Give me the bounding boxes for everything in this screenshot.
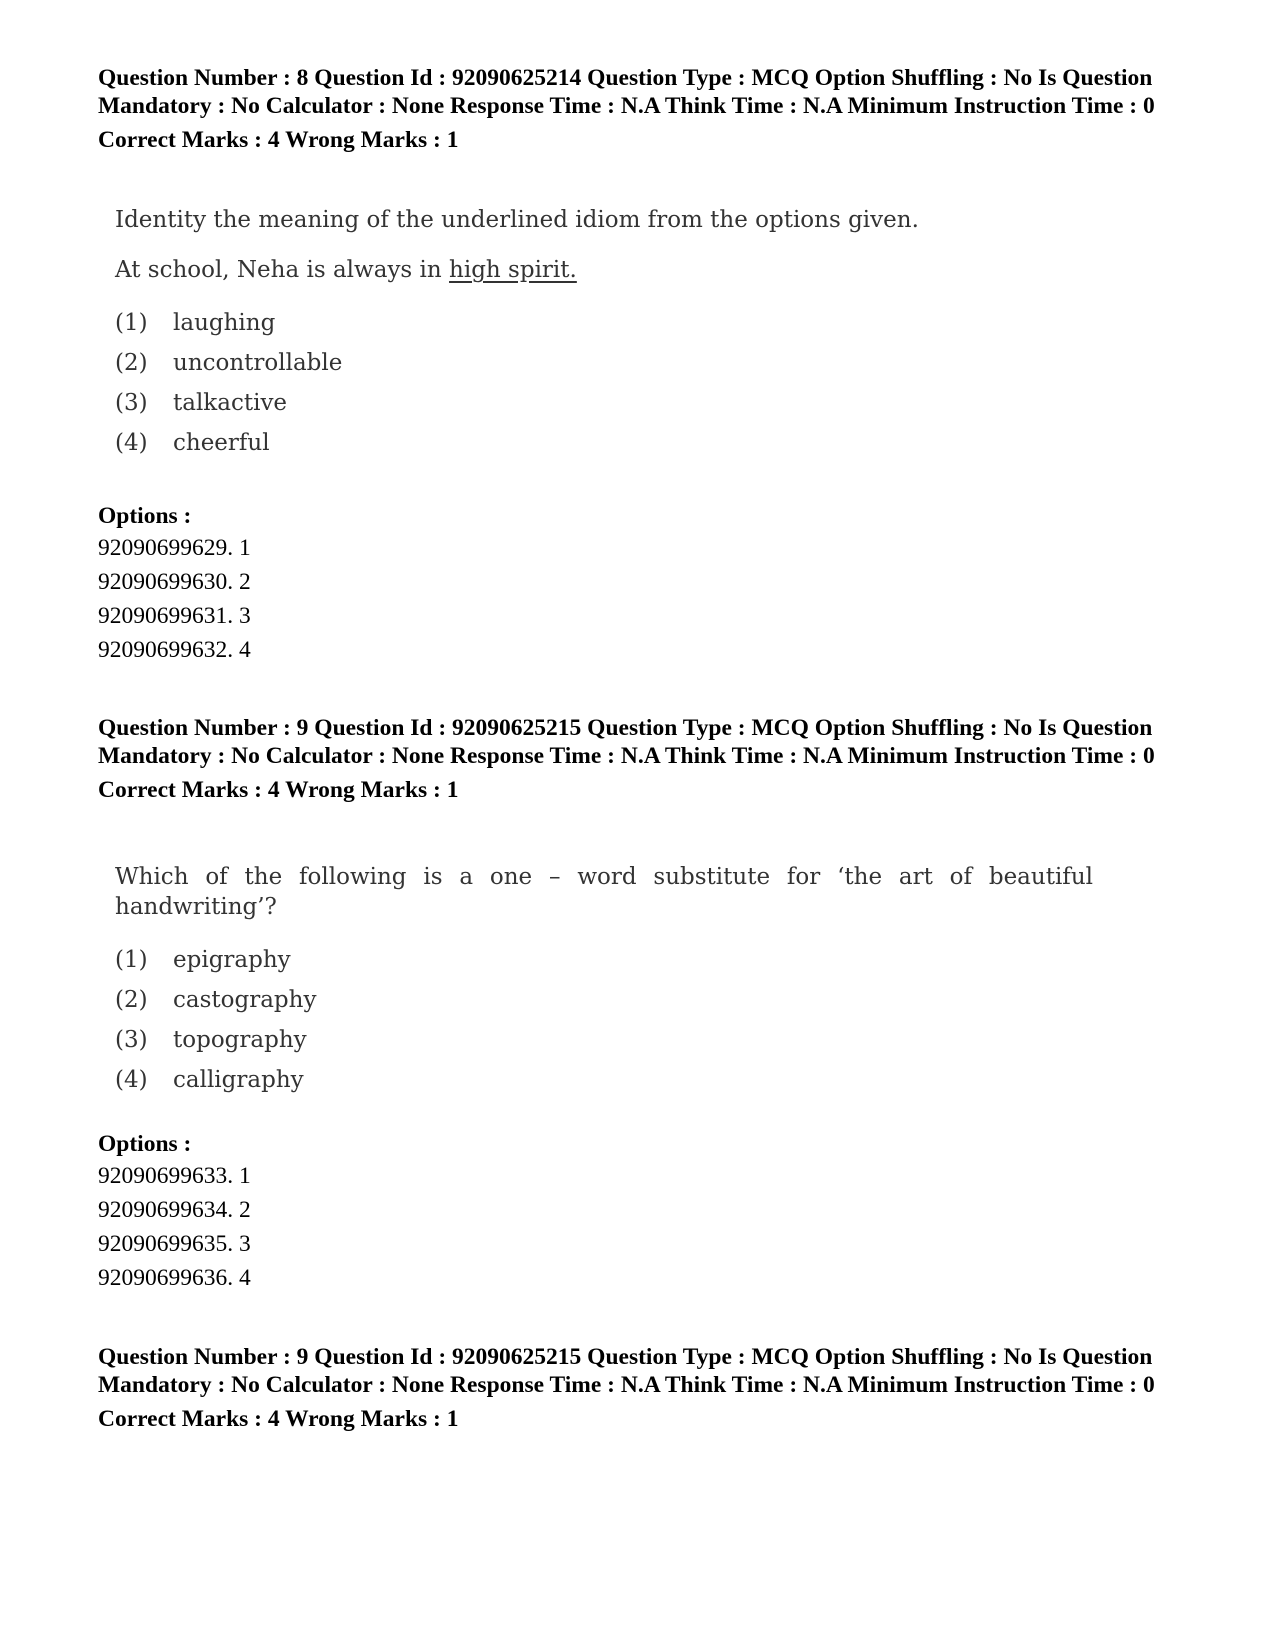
options-label: Options :: [98, 1131, 192, 1157]
option-item: 92090699631. 3: [98, 603, 251, 629]
choice-item: [115, 1020, 1093, 1060]
question-instruction: Identity the meaning of the underlined idiom from the options given.: [115, 207, 919, 233]
choice-list: [115, 940, 1093, 1100]
question-meta: Question Number : 9 Question Id : 92090625215 Question Type : MCQ Option Shuffling : No Is Question Mandatory : No Calculator : None Response Time : N.A Think Time : N.A Minimum Instruction Time : 0: [98, 1344, 1155, 1398]
options-list: [98, 1159, 251, 1295]
choice-number: (1): [115, 310, 148, 336]
choice-item: [115, 343, 1105, 383]
question-9-header: [98, 714, 1178, 804]
question-marks: Correct Marks : 4 Wrong Marks : 1: [98, 777, 459, 803]
choice-number: (3): [115, 390, 148, 416]
question-8-body: [115, 205, 1105, 463]
question-9-body: [115, 862, 1093, 1100]
options-list: [98, 531, 251, 667]
question-sentence: [115, 255, 1105, 285]
option-item: 92090699633. 1: [98, 1163, 251, 1189]
option-item: 92090699632. 4: [98, 637, 251, 663]
underlined-idiom: high spirit.: [449, 257, 577, 283]
choice-text: uncontrollable: [173, 350, 343, 376]
question-8-header: [98, 64, 1178, 154]
choice-number: (3): [115, 1027, 148, 1053]
choice-text: calligraphy: [173, 1067, 304, 1093]
question-text: Which of the following is a one – word substitute for ‘the art of beautiful handwriting’?: [115, 864, 1093, 920]
option-item: 92090699630. 2: [98, 569, 251, 595]
sentence-prefix: At school, Neha is always in: [115, 257, 450, 283]
question-9-header-repeat: [98, 1343, 1178, 1433]
option-item: 92090699634. 2: [98, 1197, 251, 1223]
option-item: 92090699635. 3: [98, 1231, 251, 1257]
choice-number: (4): [115, 430, 148, 456]
choice-text: laughing: [173, 310, 276, 336]
choice-text: epigraphy: [173, 947, 291, 973]
choice-list: [115, 303, 1105, 463]
choice-item: [115, 383, 1105, 423]
question-meta: Question Number : 9 Question Id : 92090625215 Question Type : MCQ Option Shuffling : No Is Question Mandatory : No Calculator : None Response Time : N.A Think Time : N.A Minimum Instruction Time : 0: [98, 715, 1155, 769]
choice-item: [115, 980, 1093, 1020]
options-label: Options :: [98, 503, 192, 529]
choice-item: [115, 423, 1105, 463]
choice-item: [115, 303, 1105, 343]
choice-number: (2): [115, 350, 148, 376]
question-marks: Correct Marks : 4 Wrong Marks : 1: [98, 1406, 459, 1432]
choice-text: topography: [173, 1027, 307, 1053]
option-item: 92090699636. 4: [98, 1265, 251, 1291]
choice-number: (1): [115, 947, 148, 973]
choice-item: [115, 1060, 1093, 1100]
choice-number: (2): [115, 987, 148, 1013]
option-item: 92090699629. 1: [98, 535, 251, 561]
choice-text: talkactive: [173, 390, 288, 416]
choice-item: [115, 940, 1093, 980]
question-meta: Question Number : 8 Question Id : 92090625214 Question Type : MCQ Option Shuffling : No Is Question Mandatory : No Calculator : None Response Time : N.A Think Time : N.A Minimum Instruction Time : 0: [98, 65, 1155, 119]
choice-text: cheerful: [173, 430, 270, 456]
choice-text: castography: [173, 987, 317, 1013]
choice-number: (4): [115, 1067, 148, 1093]
question-marks: Correct Marks : 4 Wrong Marks : 1: [98, 127, 459, 153]
